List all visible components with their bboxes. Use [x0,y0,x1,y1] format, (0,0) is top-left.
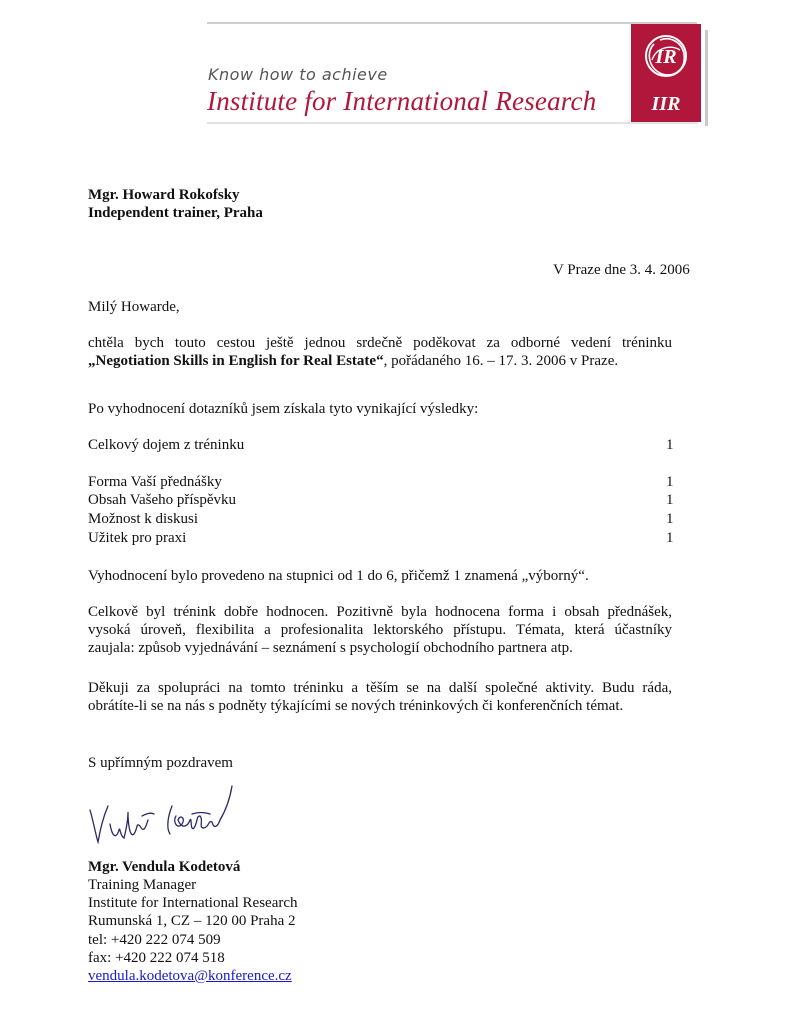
sender-position: Training Manager [88,877,197,893]
sender-email-link[interactable]: vendula.kodetova@konference.cz [88,968,292,984]
result-label: Celkový dojem z tréninku [88,437,245,453]
recipient-name: Mgr. Howard Rokofsky [88,187,240,203]
sender-name: Mgr. Vendula Kodetová [88,859,241,875]
sender-organization: Institute for International Research [88,895,298,911]
logo-text: IIR [651,93,681,115]
recipient-title: Independent trainer, Praha [88,205,263,221]
letterhead-top-rule [207,22,697,24]
thanks-line: Děkuji za spolupráci na tomto tréninku a těším se na další společné aktivity. Budu ráda, [88,680,672,696]
intro-line-2 [88,352,672,370]
svg-text:IR: IR [655,46,677,68]
evaluation-line: vysoká úroveň, flexibilita a profesionalita lektorského přístupu. Témata, která účastníky [88,622,672,638]
result-label: Možnost k diskusi [88,511,199,527]
scale-note: Vyhodnocení bylo provedeno na stupnici od 1 do 6, přičemž 1 znamená „výborný“. [88,568,589,584]
sender-tel: tel: +420 222 074 509 [88,932,221,948]
result-label: Užitek pro praxi [88,530,187,546]
evaluation-paragraph [88,603,672,657]
result-label: Forma Vaší přednášky [88,474,222,490]
result-score: 1 [666,530,674,546]
result-score: 1 [666,474,674,490]
result-score: 1 [666,492,674,508]
date-line: V Praze dne 3. 4. 2006 [553,262,690,278]
iir-logo [631,24,701,122]
thanks-line: obrátíte-li se na nás s podněty týkajícími se nových tréninkových či konferenčních témat. [88,698,624,714]
logo-shadow [705,30,708,126]
evaluation-line: Celkově byl trénink dobře hodnocen. Pozitivně byla hodnocena forma i obsah přednášek, [88,604,672,620]
sender-fax: fax: +420 222 074 518 [88,950,225,966]
organization-name: Institute for International Research [207,86,597,116]
thanks-paragraph [88,679,672,715]
salutation: Milý Howarde, [88,299,180,315]
result-score: 1 [666,511,674,527]
letterhead-bottom-rule [207,122,697,124]
intro-line-2-rest: , pořádaného 16. – 17. 3. 2006 v Praze. [383,353,619,369]
course-name: „Negotiation Skills in English for Real Estate“ [88,353,384,369]
intro-line-1: chtěla bych touto cestou ještě jednou srdečně poděkovat za odborné vedení tréninku [88,335,672,351]
tagline: Know how to achieve [208,65,388,84]
results-intro: Po vyhodnocení dotazníků jsem získala tyto vynikající výsledky: [88,401,479,417]
iir-monogram-emblem-icon [640,30,692,82]
result-score: 1 [666,437,674,453]
intro-paragraph [88,334,672,370]
evaluation-line: zaujala: způsob vyjednávání – seznámení s psychologií obchodního partnera atp. [88,640,573,656]
result-label: Obsah Vašeho příspěvku [88,492,237,508]
handwritten-signature-icon [86,776,246,850]
letterhead [207,22,707,126]
closing: S upřímným pozdravem [88,755,233,771]
sender-address: Rumunská 1, CZ – 120 00 Praha 2 [88,913,296,929]
